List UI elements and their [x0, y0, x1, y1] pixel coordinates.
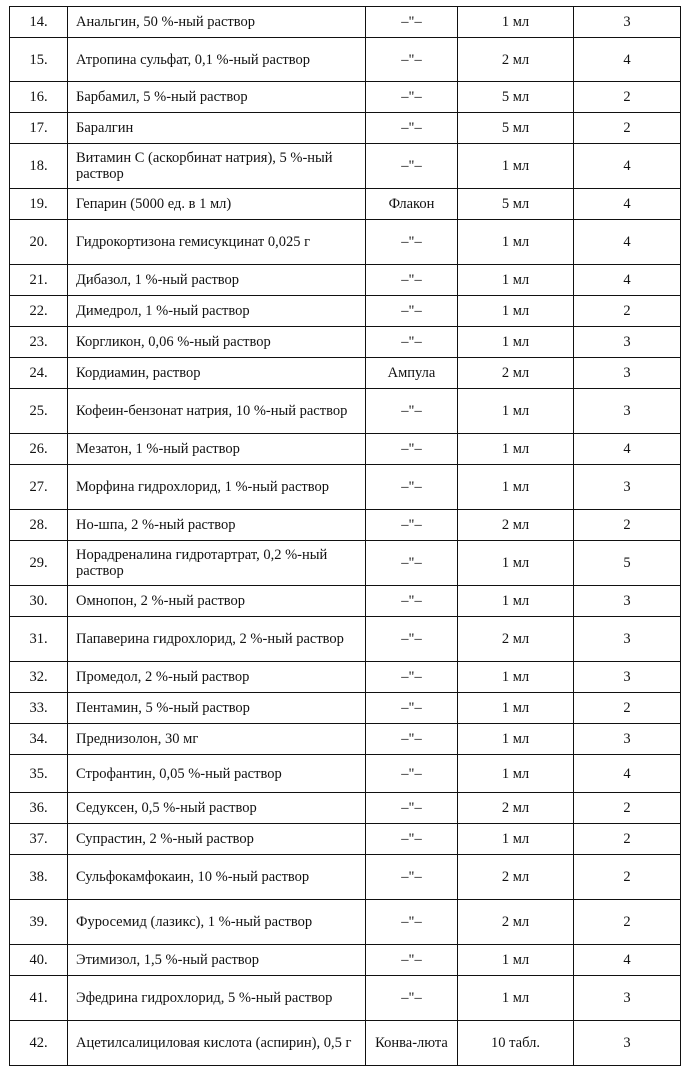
row-number-cell: 33.: [10, 693, 68, 724]
table-row: [10, 113, 681, 144]
dose-volume-cell: 1 мл: [458, 724, 574, 755]
dose-volume-cell: 1 мл: [458, 220, 574, 265]
dose-volume-cell: 2 мл: [458, 358, 574, 389]
dose-volume-cell: 5 мл: [458, 82, 574, 113]
drug-table-body: [10, 7, 681, 1066]
quantity-cell: 3: [574, 617, 681, 662]
drug-name-cell: Гидрокортизона гемисукцинат 0,025 г: [68, 220, 366, 265]
dose-volume-cell: 10 табл.: [458, 1021, 574, 1066]
drug-name-cell: Но-шпа, 2 %-ный раствор: [68, 510, 366, 541]
drug-name-cell: Кордиамин, раствор: [68, 358, 366, 389]
quantity-cell: 4: [574, 189, 681, 220]
drug-name-cell: Норадреналина гидротартрат, 0,2 %-ный раствор: [68, 541, 366, 586]
row-number-cell: 14.: [10, 7, 68, 38]
drug-table: [9, 6, 681, 1066]
dose-volume-cell: 5 мл: [458, 189, 574, 220]
row-number-cell: 36.: [10, 793, 68, 824]
dose-volume-cell: 2 мл: [458, 38, 574, 82]
release-form-cell: –"–: [366, 296, 458, 327]
row-number-cell: 35.: [10, 755, 68, 793]
table-row: [10, 144, 681, 189]
quantity-cell: 4: [574, 220, 681, 265]
table-row: [10, 82, 681, 113]
table-row: [10, 434, 681, 465]
release-form-cell: –"–: [366, 541, 458, 586]
row-number-cell: 15.: [10, 38, 68, 82]
dose-volume-cell: 1 мл: [458, 296, 574, 327]
table-row: [10, 976, 681, 1021]
quantity-cell: 4: [574, 144, 681, 189]
release-form-cell: –"–: [366, 327, 458, 358]
drug-name-cell: Преднизолон, 30 мг: [68, 724, 366, 755]
drug-name-cell: Папаверина гидрохлорид, 2 %-ный раствор: [68, 617, 366, 662]
quantity-cell: 2: [574, 855, 681, 900]
dose-volume-cell: 1 мл: [458, 7, 574, 38]
drug-name-cell: Коргликон, 0,06 %-ный раствор: [68, 327, 366, 358]
dose-volume-cell: 1 мл: [458, 465, 574, 510]
dose-volume-cell: 2 мл: [458, 510, 574, 541]
table-row: [10, 7, 681, 38]
quantity-cell: 3: [574, 724, 681, 755]
row-number-cell: 22.: [10, 296, 68, 327]
release-form-cell: –"–: [366, 693, 458, 724]
release-form-cell: –"–: [366, 113, 458, 144]
drug-name-cell: Седуксен, 0,5 %-ный раствор: [68, 793, 366, 824]
row-number-cell: 34.: [10, 724, 68, 755]
drug-name-cell: Анальгин, 50 %-ный раствор: [68, 7, 366, 38]
dose-volume-cell: 1 мл: [458, 662, 574, 693]
table-row: [10, 724, 681, 755]
quantity-cell: 3: [574, 465, 681, 510]
dose-volume-cell: 1 мл: [458, 755, 574, 793]
table-row: [10, 296, 681, 327]
row-number-cell: 19.: [10, 189, 68, 220]
release-form-cell: –"–: [366, 855, 458, 900]
row-number-cell: 32.: [10, 662, 68, 693]
quantity-cell: 3: [574, 327, 681, 358]
drug-name-cell: Гепарин (5000 ед. в 1 мл): [68, 189, 366, 220]
quantity-cell: 3: [574, 389, 681, 434]
release-form-cell: –"–: [366, 144, 458, 189]
release-form-cell: –"–: [366, 824, 458, 855]
row-number-cell: 37.: [10, 824, 68, 855]
row-number-cell: 24.: [10, 358, 68, 389]
quantity-cell: 2: [574, 113, 681, 144]
table-row: [10, 38, 681, 82]
release-form-cell: –"–: [366, 7, 458, 38]
table-row: [10, 1021, 681, 1066]
quantity-cell: 2: [574, 900, 681, 945]
table-row: [10, 945, 681, 976]
quantity-cell: 2: [574, 693, 681, 724]
row-number-cell: 38.: [10, 855, 68, 900]
quantity-cell: 3: [574, 662, 681, 693]
drug-name-cell: Ацетилсалициловая кислота (аспирин), 0,5 г: [68, 1021, 366, 1066]
dose-volume-cell: 1 мл: [458, 945, 574, 976]
drug-name-cell: Кофеин-бензонат натрия, 10 %-ный раствор: [68, 389, 366, 434]
dose-volume-cell: 1 мл: [458, 976, 574, 1021]
drug-name-cell: Витамин С (аскорбинат натрия), 5 %-ный раствор: [68, 144, 366, 189]
release-form-cell: –"–: [366, 510, 458, 541]
row-number-cell: 40.: [10, 945, 68, 976]
table-row: [10, 220, 681, 265]
row-number-cell: 42.: [10, 1021, 68, 1066]
quantity-cell: 4: [574, 38, 681, 82]
quantity-cell: 2: [574, 824, 681, 855]
table-row: [10, 510, 681, 541]
dose-volume-cell: 5 мл: [458, 113, 574, 144]
table-row: [10, 389, 681, 434]
table-row: [10, 900, 681, 945]
quantity-cell: 2: [574, 793, 681, 824]
quantity-cell: 2: [574, 296, 681, 327]
release-form-cell: –"–: [366, 434, 458, 465]
row-number-cell: 18.: [10, 144, 68, 189]
quantity-cell: 3: [574, 586, 681, 617]
drug-name-cell: Атропина сульфат, 0,1 %-ный раствор: [68, 38, 366, 82]
drug-name-cell: Строфантин, 0,05 %-ный раствор: [68, 755, 366, 793]
release-form-cell: –"–: [366, 724, 458, 755]
dose-volume-cell: 1 мл: [458, 541, 574, 586]
drug-name-cell: Дибазол, 1 %-ный раствор: [68, 265, 366, 296]
table-row: [10, 358, 681, 389]
release-form-cell: –"–: [366, 389, 458, 434]
row-number-cell: 27.: [10, 465, 68, 510]
drug-name-cell: Мезатон, 1 %-ный раствор: [68, 434, 366, 465]
release-form-cell: Флакон: [366, 189, 458, 220]
dose-volume-cell: 2 мл: [458, 793, 574, 824]
row-number-cell: 23.: [10, 327, 68, 358]
dose-volume-cell: 1 мл: [458, 265, 574, 296]
release-form-cell: –"–: [366, 617, 458, 662]
table-row: [10, 265, 681, 296]
row-number-cell: 25.: [10, 389, 68, 434]
drug-name-cell: Омнопон, 2 %-ный раствор: [68, 586, 366, 617]
release-form-cell: –"–: [366, 755, 458, 793]
drug-name-cell: Промедол, 2 %-ный раствор: [68, 662, 366, 693]
quantity-cell: 3: [574, 358, 681, 389]
release-form-cell: Ампула: [366, 358, 458, 389]
release-form-cell: –"–: [366, 82, 458, 113]
quantity-cell: 3: [574, 7, 681, 38]
drug-name-cell: Супрастин, 2 %-ный раствор: [68, 824, 366, 855]
quantity-cell: 3: [574, 976, 681, 1021]
row-number-cell: 17.: [10, 113, 68, 144]
table-row: [10, 541, 681, 586]
release-form-cell: –"–: [366, 900, 458, 945]
drug-name-cell: Морфина гидрохлорид, 1 %-ный раствор: [68, 465, 366, 510]
release-form-cell: –"–: [366, 220, 458, 265]
row-number-cell: 16.: [10, 82, 68, 113]
table-row: [10, 824, 681, 855]
dose-volume-cell: 2 мл: [458, 900, 574, 945]
quantity-cell: 4: [574, 265, 681, 296]
release-form-cell: –"–: [366, 465, 458, 510]
row-number-cell: 30.: [10, 586, 68, 617]
row-number-cell: 31.: [10, 617, 68, 662]
dose-volume-cell: 2 мл: [458, 617, 574, 662]
dose-volume-cell: 1 мл: [458, 389, 574, 434]
release-form-cell: –"–: [366, 945, 458, 976]
quantity-cell: 4: [574, 755, 681, 793]
drug-name-cell: Пентамин, 5 %-ный раствор: [68, 693, 366, 724]
dose-volume-cell: 1 мл: [458, 824, 574, 855]
drug-name-cell: Баралгин: [68, 113, 366, 144]
quantity-cell: 5: [574, 541, 681, 586]
dose-volume-cell: 1 мл: [458, 586, 574, 617]
row-number-cell: 21.: [10, 265, 68, 296]
dose-volume-cell: 1 мл: [458, 434, 574, 465]
dose-volume-cell: 1 мл: [458, 144, 574, 189]
drug-name-cell: Эфедрина гидрохлорид, 5 %-ный раствор: [68, 976, 366, 1021]
dose-volume-cell: 2 мл: [458, 855, 574, 900]
release-form-cell: –"–: [366, 38, 458, 82]
dose-volume-cell: 1 мл: [458, 693, 574, 724]
quantity-cell: 3: [574, 1021, 681, 1066]
table-row: [10, 793, 681, 824]
table-row: [10, 327, 681, 358]
release-form-cell: –"–: [366, 586, 458, 617]
row-number-cell: 29.: [10, 541, 68, 586]
table-row: [10, 617, 681, 662]
release-form-cell: –"–: [366, 976, 458, 1021]
release-form-cell: –"–: [366, 662, 458, 693]
quantity-cell: 2: [574, 510, 681, 541]
dose-volume-cell: 1 мл: [458, 327, 574, 358]
row-number-cell: 28.: [10, 510, 68, 541]
row-number-cell: 41.: [10, 976, 68, 1021]
drug-name-cell: Барбамил, 5 %-ный раствор: [68, 82, 366, 113]
drug-name-cell: Димедрол, 1 %-ный раствор: [68, 296, 366, 327]
drug-name-cell: Сульфокамфокаин, 10 %-ный раствор: [68, 855, 366, 900]
table-row: [10, 755, 681, 793]
table-row: [10, 586, 681, 617]
table-row: [10, 189, 681, 220]
table-row: [10, 662, 681, 693]
table-row: [10, 855, 681, 900]
release-form-cell: Конва-люта: [366, 1021, 458, 1066]
release-form-cell: –"–: [366, 265, 458, 296]
row-number-cell: 39.: [10, 900, 68, 945]
quantity-cell: 2: [574, 82, 681, 113]
table-row: [10, 693, 681, 724]
drug-name-cell: Фуросемид (лазикс), 1 %-ный раствор: [68, 900, 366, 945]
quantity-cell: 4: [574, 945, 681, 976]
quantity-cell: 4: [574, 434, 681, 465]
row-number-cell: 20.: [10, 220, 68, 265]
release-form-cell: –"–: [366, 793, 458, 824]
table-row: [10, 465, 681, 510]
drug-name-cell: Этимизол, 1,5 %-ный раствор: [68, 945, 366, 976]
row-number-cell: 26.: [10, 434, 68, 465]
